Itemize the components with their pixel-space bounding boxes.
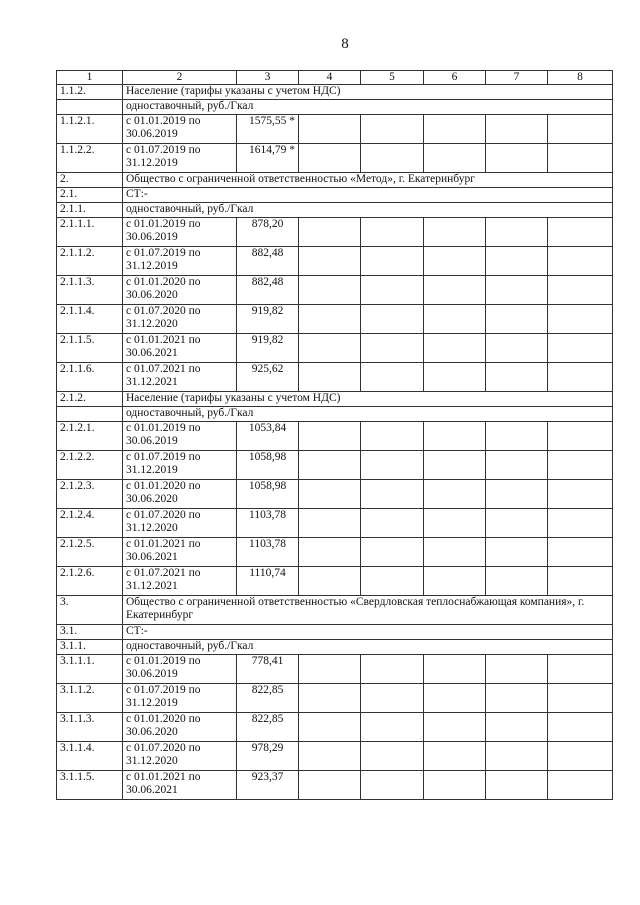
empty-cell — [299, 538, 361, 567]
section-row — [57, 203, 613, 218]
empty-cell — [548, 334, 613, 363]
empty-cell — [486, 538, 548, 567]
period-cell: с 01.01.2019 по 30.06.2019 — [123, 115, 237, 144]
section-row — [57, 407, 613, 422]
empty-cell — [486, 567, 548, 596]
period-cell: с 01.01.2021 по 30.06.2021 — [123, 771, 237, 800]
section-title: СТ:- — [123, 188, 613, 203]
empty-cell — [486, 334, 548, 363]
row-number: 2.1.2. — [57, 392, 123, 407]
tariff-row — [57, 334, 613, 363]
row-number: 2.1.1.5. — [57, 334, 123, 363]
row-number: 3.1.1.3. — [57, 713, 123, 742]
tariff-value: 1575,55 * — [237, 115, 299, 144]
empty-cell — [424, 247, 486, 276]
column-number: 3 — [237, 71, 299, 85]
section-row — [57, 173, 613, 188]
empty-cell — [548, 218, 613, 247]
tariff-value: 822,85 — [237, 684, 299, 713]
row-number: 3.1.1.2. — [57, 684, 123, 713]
empty-cell — [299, 115, 361, 144]
empty-cell — [299, 771, 361, 800]
empty-cell — [299, 684, 361, 713]
row-number: 2.1.2.5. — [57, 538, 123, 567]
empty-cell — [299, 509, 361, 538]
period-cell: с 01.07.2020 по 31.12.2020 — [123, 509, 237, 538]
page-number: 8 — [341, 36, 349, 52]
empty-cell — [486, 276, 548, 305]
column-number: 7 — [486, 71, 548, 85]
empty-cell — [361, 451, 424, 480]
row-number — [57, 100, 123, 115]
section-row — [57, 392, 613, 407]
empty-cell — [486, 509, 548, 538]
period-cell: с 01.07.2021 по 31.12.2021 — [123, 567, 237, 596]
empty-cell — [548, 538, 613, 567]
tariff-row — [57, 276, 613, 305]
empty-cell — [299, 144, 361, 173]
column-number: 8 — [548, 71, 613, 85]
empty-cell — [361, 144, 424, 173]
row-number: 3. — [57, 596, 123, 625]
empty-cell — [424, 276, 486, 305]
empty-cell — [486, 218, 548, 247]
period-cell: с 01.07.2020 по 31.12.2020 — [123, 742, 237, 771]
period-cell: с 01.01.2019 по 30.06.2019 — [123, 218, 237, 247]
empty-cell — [424, 655, 486, 684]
row-number: 3.1.1.1. — [57, 655, 123, 684]
row-number: 2.1.1.3. — [57, 276, 123, 305]
empty-cell — [424, 684, 486, 713]
empty-cell — [361, 771, 424, 800]
empty-cell — [486, 422, 548, 451]
row-number: 1.1.2. — [57, 85, 123, 100]
empty-cell — [486, 144, 548, 173]
section-row — [57, 596, 613, 625]
empty-cell — [299, 480, 361, 509]
empty-cell — [486, 363, 548, 392]
row-number: 2.1.1. — [57, 203, 123, 218]
empty-cell — [486, 655, 548, 684]
empty-cell — [548, 451, 613, 480]
empty-cell — [424, 567, 486, 596]
empty-cell — [361, 509, 424, 538]
row-number: 2.1. — [57, 188, 123, 203]
tariff-value: 919,82 — [237, 305, 299, 334]
tariff-value: 1053,84 — [237, 422, 299, 451]
tariff-value: 1058,98 — [237, 451, 299, 480]
row-number: 2.1.2.3. — [57, 480, 123, 509]
row-number: 3.1.1. — [57, 640, 123, 655]
empty-cell — [361, 422, 424, 451]
empty-cell — [548, 742, 613, 771]
empty-cell — [361, 305, 424, 334]
tariff-row — [57, 247, 613, 276]
section-row — [57, 625, 613, 640]
period-cell: с 01.07.2019 по 31.12.2019 — [123, 451, 237, 480]
empty-cell — [548, 363, 613, 392]
tariff-row — [57, 422, 613, 451]
empty-cell — [361, 742, 424, 771]
empty-cell — [361, 538, 424, 567]
empty-cell — [424, 144, 486, 173]
tariff-value: 1110,74 — [237, 567, 299, 596]
period-cell: с 01.07.2021 по 31.12.2021 — [123, 363, 237, 392]
empty-cell — [486, 480, 548, 509]
empty-cell — [486, 742, 548, 771]
period-cell: с 01.01.2020 по 30.06.2020 — [123, 480, 237, 509]
empty-cell — [548, 713, 613, 742]
empty-cell — [548, 422, 613, 451]
empty-cell — [361, 655, 424, 684]
section-title: одноставочный, руб./Гкал — [123, 640, 613, 655]
empty-cell — [548, 509, 613, 538]
empty-cell — [486, 771, 548, 800]
period-cell: с 01.01.2021 по 30.06.2021 — [123, 538, 237, 567]
period-cell: с 01.07.2019 по 31.12.2019 — [123, 684, 237, 713]
row-number: 2.1.2.2. — [57, 451, 123, 480]
tariff-value: 778,41 — [237, 655, 299, 684]
section-title: одноставочный, руб./Гкал — [123, 407, 613, 422]
column-number-header-row — [57, 71, 613, 85]
empty-cell — [299, 422, 361, 451]
empty-cell — [548, 305, 613, 334]
tariff-value: 978,29 — [237, 742, 299, 771]
empty-cell — [299, 218, 361, 247]
empty-cell — [548, 771, 613, 800]
tariff-value: 878,20 — [237, 218, 299, 247]
empty-cell — [424, 742, 486, 771]
section-title: одноставочный, руб./Гкал — [123, 100, 613, 115]
empty-cell — [361, 713, 424, 742]
period-cell: с 01.01.2021 по 30.06.2021 — [123, 334, 237, 363]
empty-cell — [424, 509, 486, 538]
tariff-value: 1103,78 — [237, 538, 299, 567]
empty-cell — [486, 305, 548, 334]
empty-cell — [548, 655, 613, 684]
empty-cell — [486, 247, 548, 276]
column-number: 2 — [123, 71, 237, 85]
row-number: 2.1.2.6. — [57, 567, 123, 596]
row-number: 2.1.1.4. — [57, 305, 123, 334]
row-number: 2.1.1.2. — [57, 247, 123, 276]
row-number: 3.1.1.5. — [57, 771, 123, 800]
empty-cell — [361, 480, 424, 509]
empty-cell — [548, 247, 613, 276]
empty-cell — [361, 334, 424, 363]
period-cell: с 01.01.2019 по 30.06.2019 — [123, 655, 237, 684]
empty-cell — [424, 334, 486, 363]
empty-cell — [299, 742, 361, 771]
empty-cell — [548, 115, 613, 144]
row-number: 2. — [57, 173, 123, 188]
tariff-row — [57, 218, 613, 247]
tariff-row — [57, 144, 613, 173]
empty-cell — [299, 305, 361, 334]
empty-cell — [486, 115, 548, 144]
empty-cell — [299, 363, 361, 392]
tariff-row — [57, 538, 613, 567]
column-number: 5 — [361, 71, 424, 85]
empty-cell — [424, 305, 486, 334]
empty-cell — [486, 713, 548, 742]
tariff-row — [57, 567, 613, 596]
empty-cell — [424, 451, 486, 480]
row-number — [57, 407, 123, 422]
empty-cell — [424, 538, 486, 567]
tariff-value: 882,48 — [237, 276, 299, 305]
section-title: одноставочный, руб./Гкал — [123, 203, 613, 218]
section-title: Население (тарифы указаны с учетом НДС) — [123, 85, 613, 100]
empty-cell — [424, 422, 486, 451]
tariff-value: 923,37 — [237, 771, 299, 800]
tariff-row — [57, 509, 613, 538]
period-cell: с 01.07.2019 по 31.12.2019 — [123, 247, 237, 276]
empty-cell — [548, 144, 613, 173]
empty-cell — [299, 247, 361, 276]
column-number: 1 — [57, 71, 123, 85]
section-title: СТ:- — [123, 625, 613, 640]
tariff-row — [57, 480, 613, 509]
row-number: 3.1.1.4. — [57, 742, 123, 771]
empty-cell — [299, 655, 361, 684]
empty-cell — [361, 218, 424, 247]
period-cell: с 01.07.2020 по 31.12.2020 — [123, 305, 237, 334]
column-number: 6 — [424, 71, 486, 85]
tariff-row — [57, 771, 613, 800]
section-title: Общество с ограниченной ответственностью «Свердловская теплоснабжающая компания», г. Екатеринбург — [123, 596, 613, 625]
tariff-value: 822,85 — [237, 713, 299, 742]
empty-cell — [299, 334, 361, 363]
tariff-row — [57, 451, 613, 480]
empty-cell — [424, 115, 486, 144]
empty-cell — [424, 480, 486, 509]
empty-cell — [361, 567, 424, 596]
empty-cell — [299, 451, 361, 480]
empty-cell — [361, 684, 424, 713]
row-number: 2.1.1.6. — [57, 363, 123, 392]
section-row — [57, 188, 613, 203]
tariff-table — [56, 70, 613, 800]
period-cell: с 01.07.2019 по 31.12.2019 — [123, 144, 237, 173]
empty-cell — [299, 567, 361, 596]
section-row — [57, 85, 613, 100]
tariff-row — [57, 684, 613, 713]
tariff-row — [57, 742, 613, 771]
section-row — [57, 100, 613, 115]
empty-cell — [424, 363, 486, 392]
tariff-row — [57, 363, 613, 392]
empty-cell — [299, 276, 361, 305]
empty-cell — [548, 276, 613, 305]
tariff-value: 919,82 — [237, 334, 299, 363]
empty-cell — [548, 684, 613, 713]
tariff-value: 1058,98 — [237, 480, 299, 509]
empty-cell — [361, 115, 424, 144]
tariff-row — [57, 115, 613, 144]
row-number: 2.1.1.1. — [57, 218, 123, 247]
column-number: 4 — [299, 71, 361, 85]
tariff-table-body — [57, 71, 613, 800]
empty-cell — [424, 771, 486, 800]
section-row — [57, 640, 613, 655]
period-cell: с 01.01.2019 по 30.06.2019 — [123, 422, 237, 451]
tariff-row — [57, 305, 613, 334]
empty-cell — [299, 713, 361, 742]
tariff-value: 1614,79 * — [237, 144, 299, 173]
empty-cell — [486, 684, 548, 713]
empty-cell — [424, 218, 486, 247]
empty-cell — [361, 247, 424, 276]
section-title: Население (тарифы указаны с учетом НДС) — [123, 392, 613, 407]
row-number: 1.1.2.2. — [57, 144, 123, 173]
tariff-row — [57, 713, 613, 742]
period-cell: с 01.01.2020 по 30.06.2020 — [123, 276, 237, 305]
empty-cell — [361, 276, 424, 305]
row-number: 2.1.2.1. — [57, 422, 123, 451]
tariff-value: 882,48 — [237, 247, 299, 276]
empty-cell — [361, 363, 424, 392]
tariff-value: 925,62 — [237, 363, 299, 392]
tariff-row — [57, 655, 613, 684]
empty-cell — [548, 480, 613, 509]
row-number: 2.1.2.4. — [57, 509, 123, 538]
row-number: 3.1. — [57, 625, 123, 640]
empty-cell — [548, 567, 613, 596]
row-number: 1.1.2.1. — [57, 115, 123, 144]
empty-cell — [424, 713, 486, 742]
empty-cell — [486, 451, 548, 480]
section-title: Общество с ограниченной ответственностью «Метод», г. Екатеринбург — [123, 173, 613, 188]
period-cell: с 01.01.2020 по 30.06.2020 — [123, 713, 237, 742]
tariff-value: 1103,78 — [237, 509, 299, 538]
